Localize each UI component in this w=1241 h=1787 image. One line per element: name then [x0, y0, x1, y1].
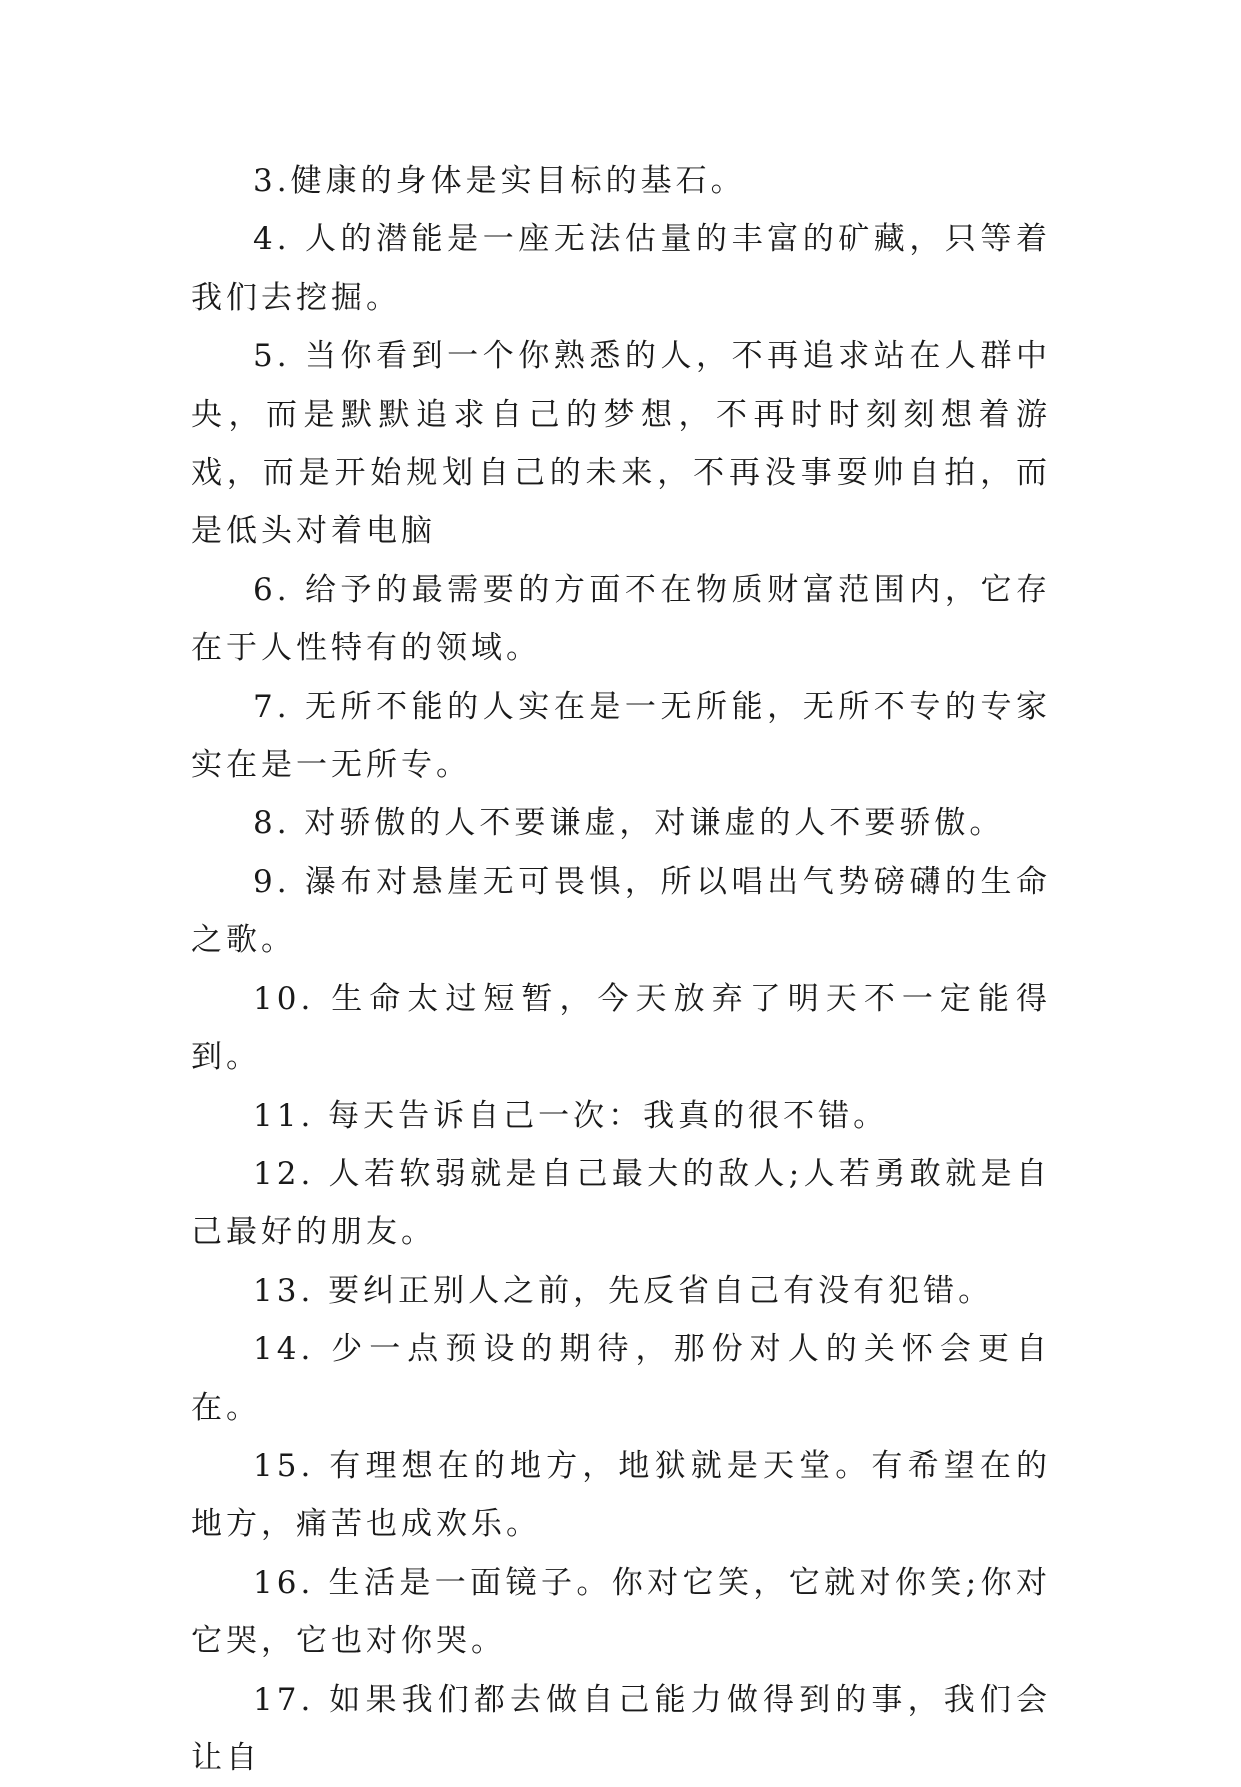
paragraph-4: 4. 人的潜能是一座无法估量的丰富的矿藏，只等着我们去挖掘。: [191, 221, 1051, 316]
paragraph-16: 16. 生活是一面镜子。你对它笑，它就对你笑;你对它哭，它也对你哭。: [191, 1564, 1051, 1660]
paragraph-3: 3.健康的身体是实目标的基石。: [253, 163, 746, 199]
paragraph-13: 13. 要纠正别人之前，先反省自己有没有犯错。: [253, 1272, 994, 1309]
document-body: [191, 152, 1051, 1787]
paragraph-7: 7. 无所不能的人实在是一无所能，无所不专的专家实在是一无所专。: [191, 688, 1051, 784]
paragraph-15: 15. 有理想在的地方，地狱就是天堂。有希望在的地方，痛苦也成欢乐。: [191, 1447, 1051, 1543]
paragraph-9: 9. 瀑布对悬崖无可畏惧，所以唱出气势磅礴的生命之歌。: [191, 863, 1051, 959]
paragraph-11: 11. 每天告诉自己一次：我真的很不错。: [253, 1097, 889, 1134]
paragraph-12: 12. 人若软弱就是自己最大的敌人;人若勇敢就是自己最好的朋友。: [191, 1155, 1051, 1251]
paragraph-10: 10. 生命太过短暂，今天放弃了明天不一定能得到。: [191, 980, 1051, 1076]
paragraph-6: 6. 给予的最需要的方面不在物质财富范围内，它存在于人性特有的领域。: [191, 571, 1051, 667]
paragraph-14: 14. 少一点预设的期待，那份对人的关怀会更自在。: [191, 1331, 1051, 1426]
paragraph-17: 17. 如果我们都去做自己能力做得到的事，我们会让自: [191, 1681, 1051, 1776]
paragraph-8: 8. 对骄傲的人不要谦虚，对谦虚的人不要骄傲。: [253, 805, 1005, 842]
paragraph-5: 5. 当你看到一个你熟悉的人，不再追求站在人群中央，而是默默追求自己的梦想，不再时时刻刻想着游戏，而是开始规划自己的未来，不再没事耍帅自拍，而是低头对着电脑: [191, 338, 1051, 550]
